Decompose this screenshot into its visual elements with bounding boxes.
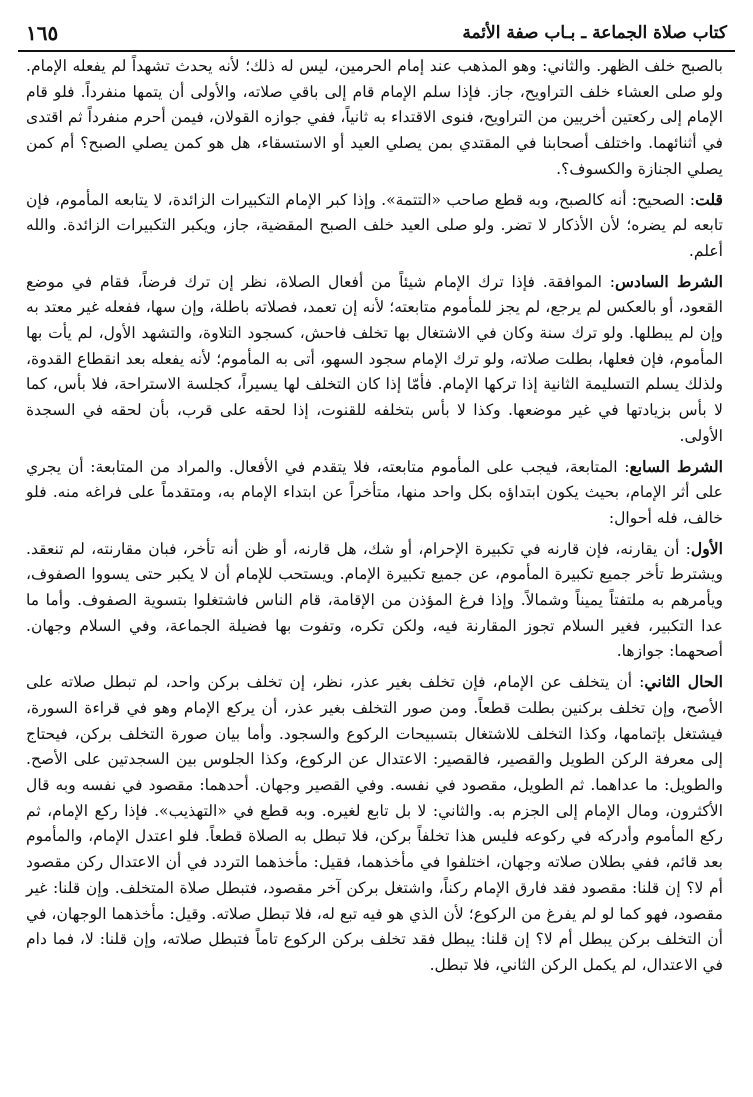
paragraph-heading: قلت <box>695 189 723 209</box>
book-page <box>18 14 735 1087</box>
paragraph-text: : الموافقة. فإذا ترك الإمام شيئاً من أفعال الصلاة، نظر إن ترك فرضاً، فقام في موضع القعود، أو بالعكس لم يرجع، لم يجز للمأموم متابعته؛ لأنه إن تعمد، فصلاته باطلة، وإن سها، ففعله غير معتد به وإن لم يبطلها. ولو ترك سنة وكان في الاشتغال بها تخلف فاحش، كسجود التلاوة، والتشهد الأول، لم يأت بها المأموم، فإن فعلها، بطلت صلاته، ولو ترك الإمام سجود السهو، أتى به المأموم؛ لأنه يفعله بعد انقطاع القدوة، ولذلك يسلم التسليمة الثانية إذا تركها الإمام. فأمّا إذا كان التخلف لها يسيراً، كجلسة الاستراحة، فلا بأس، كما لا بأس بزيادتها في غير موضعها. وكذا لا بأس بتخلفه للقنوت، إذا لحقه على قرب، بأن لحقه في السجدة الأولى. <box>26 272 723 445</box>
paragraph-text: : أن يقارنه، فإن قارنه في تكبيرة الإحرام، أو شك، هل قارنه، أو ظن أنه تأخر، فبان مقارنته، لم تنعقد. ويشترط تأخر جميع تكبيرة المأموم، عن جميع تكبيرة الإمام. ويستحب للإمام أن لا يكبر حتى يسووا الصفوف، ويأمرهم به ملتفتاً يميناً وشمالاً. وإذا فرغ المؤذن من الإقامة، قام الناس فاشتغلوا بتسوية الصفوف. وأما ما عدا التكبير، فغير السلام تجوز المقارنة فيه، ولكن تكره، وتفوت بها فضيلة الجماعة، وفي السلام وجهان. أصحهما: جوازها. <box>26 539 723 661</box>
chapter-title: كتاب صلاة الجماعة ـ بـاب صفة الأئمة <box>462 23 727 43</box>
paragraph-text: : أن يتخلف عن الإمام، فإن تخلف بغير عذر، نظر، إن تخلف بركن واحد، لم تبطل صلاته على الأصح، وإن تخلف بركنين بطلت قطعاً. ومن صور التخلف بغير عذر، أن يركع الإمام وهو في قراءة السورة، فيشتغل بإتمامها، وكذا التخلف للاشتغال بتسبيحات الركوع والسجود. وأما بيان صورة التخلف بركن، فيحتاج إلى معرفة الركن الطويل والقصير، فالقصير: الاعتدال عن الركوع، وكذا الجلوس بين السجدتين على الأصح. والطويل: ما عداهما. ثم الطويل، مقصود في نفسه. وفي القصير وجهان. أحدهما: مقصود في نفسه وبه قال الأكثرون، ومال الإمام إلى الجزم به. والثاني: لا بل تابع لغيره. وبه قطع في «التهذيب». فإذا ركع الإمام، ثم ركع المأموم وأدركه في ركوعه فليس هذا تخلفاً بركن، فلا تبطل به الصلاة قطعاً. فلو اعتدل الإمام، والمأموم بعد قائم، ففي بطلان صلاته وجهان، اختلفوا في مأخذهما، فقيل: مأخذهما التردد في أن الاعتدال ركن مقصود أم لا؟ إن قلنا: مقصود فقد فارق الإمام ركناً، واشتغل بركن آخر مقصود، فتبطل صلاة المتخلف. وإن قلنا: غير مقصود، فهو كما لو لم يفرغ من الركوع؛ لأن الذي هو فيه تبع له، فلا تبطل صلاته. وقيل: مأخذهما الوجهان، في أن التخلف بركن يبطل أم لا؟ إن قلنا: يبطل فقد تخلف بركن الركوع تاماً فتبطل صلاته، وإن قلنا: لا، فما دام في الاعتدال، لم يكمل الركن الثاني، فلا تبطل. <box>26 673 723 974</box>
paragraph <box>26 187 723 265</box>
paragraph-text: بالصبح خلف الظهر. والثاني: وهو المذهب عند إمام الحرمين، ليس له ذلك؛ لأنه يحدث تشهداً لم يفعله الإمام. ولو صلى العشاء خلف التراويح، جاز. فإذا سلم الإمام قام إلى باقي صلاته، والأولى أن يتمها منفرداً. فلو قام الإمام إلى ركعتين أخريين من التراويح، فنوى الاقتداء به ثانياً، ففي جوازه القولان، فيمن أحرم منفرداً ثم اقتدى في أثنائهما. واختلف أصحابنا في المقتدي بمن يصلي العيد أو الاستسقاء، هل هو كمن يصلي الصبح؟ أم كمن يصلي الجنازة والكسوف؟. <box>26 57 723 178</box>
paragraph-text: : المتابعة، فيجب على المأموم متابعته، فلا يتقدم في الأفعال. والمراد من المتابعة: أن يجري على أثر الإمام، بحيث يكون ابتداؤه بكل واحد منها، متأخراً عن ابتداء الإمام به، ومتقدماً على فراغه منه. فلو خالف، فله أحوال: <box>26 457 723 527</box>
page-body <box>18 52 735 979</box>
page-number: ١٦٥ <box>26 21 59 45</box>
paragraph-heading: الشرط السادس <box>614 271 723 291</box>
paragraph-text: : الصحيح: أنه كالصبح، وبه قطع صاحب «التتمة». وإذا كبر الإمام التكبيرات الزائدة، لا يتابعه المأموم، فإن تابعه لم يضره؛ لأن الأذكار لا تضر. ولو صلى العيد خلف الصبح المقضية، جاز، ويكبر التكبيرات الزائدة. والله أعلم. <box>26 190 723 260</box>
paragraph-heading: الحال الثاني <box>644 672 723 692</box>
paragraph-heading: الشرط السابع <box>629 456 723 476</box>
paragraph <box>26 54 723 183</box>
paragraph <box>26 454 723 532</box>
paragraph <box>26 536 723 666</box>
paragraph-heading: الأول <box>690 538 723 558</box>
running-header <box>18 14 735 52</box>
paragraph <box>26 669 723 978</box>
paragraph <box>26 269 723 450</box>
